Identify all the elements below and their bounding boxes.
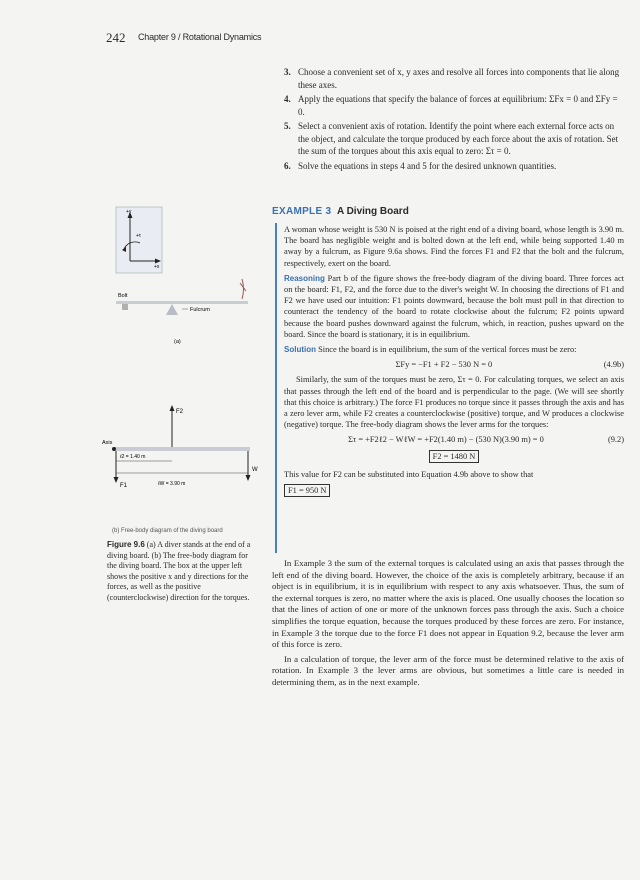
example-reasoning: Reasoning Part b of the figure shows the free-body diagram of the diving board. Three forces act on the board: F1, F2, and the force due to the diver's weight W. In choosing the directions of F1 and F2 we have used our intuition: F1 points downward, because the bolt must pull in that direction to counteract the tendency of the board to rotate clockwise about the fulcrum; F2 points upward because the board pushes downward against the fulcrum, which, in reaction, pushes upward on the board. Since the board is stationary, it is in equilibrium. bbox=[284, 273, 624, 339]
f1-label: F1 bbox=[120, 483, 128, 489]
diving-board-illustration bbox=[116, 279, 248, 345]
x-axis-label: +x bbox=[154, 264, 160, 270]
example-title: A Diving Board bbox=[336, 206, 409, 217]
result-f1: F1 = 950 N bbox=[284, 484, 330, 497]
figure-9-6 bbox=[100, 205, 264, 535]
example-solution: Solution Since the board is in equilibrium, the sum of the vertical forces must be zero: bbox=[284, 345, 577, 355]
part-a-label: (a) bbox=[174, 339, 181, 345]
steps-list bbox=[284, 66, 624, 174]
example-side-rule bbox=[275, 223, 277, 553]
axis-label: Axis bbox=[102, 440, 113, 446]
step-6: 6. Solve the equations in steps 4 and 5 for the desired unknown quantities. bbox=[284, 160, 557, 171]
f2-label: F2 bbox=[176, 409, 184, 415]
step-4: 4. Apply the equations that specify the balance of forces at equilibrium: ΣFx = 0 and ΣFy = 0. bbox=[284, 94, 618, 117]
fulcrum-label: Fulcrum bbox=[190, 307, 210, 313]
diver-icon bbox=[240, 279, 246, 299]
f2-arrow bbox=[170, 405, 175, 411]
paragraph-1: In Example 3 the sum of the external torques is calculated using an axis that passes through the left end of the diving board. However, the choice of the axis is completely arbitrary, because if an object is in equilibrium, it is in equilibrium with respect to any axis whatsoever. Thus, the sum of the external torques is zero, no matter where the axis is placed. One usually chooses the location so that the lines of action of one or more of the unknown forces pass through the axis. Such a choice simplifies the torque equation, because the torques produced by these forces are zero. For instance, in Example 3 the torque due to the force F1 does not appear in Equation 9.2, because the lever arm of this force is zero. bbox=[272, 558, 624, 650]
f1-arrow bbox=[114, 477, 119, 483]
w-label: W bbox=[252, 467, 258, 473]
part-b-caption: (b) Free-body diagram of the diving board bbox=[112, 528, 223, 534]
l2-label: ℓ2 = 1.40 m bbox=[120, 454, 146, 460]
solution-heading: Solution bbox=[284, 345, 316, 355]
axes-box bbox=[116, 207, 162, 273]
solution-paragraph-2: Similarly, the sum of the torques must be zero, Στ = 0. For calculating torques, we select an axis that passes through the left end of the board and is perpendicular to the page. (We will see shortly that this choice is arbitrary.) The force F1 produces no torque since it passes through the axis and has a zero lever arm, while F2 creates a counterclockwise (positive) torque, and W produces a clockwise (negative) torque. The free-body diagram shows the lever arms for the torques: bbox=[284, 375, 624, 430]
chapter-title: Chapter 9 / Rotational Dynamics bbox=[138, 32, 262, 42]
figure-caption-title: Figure 9.6 bbox=[107, 540, 145, 549]
w-arrow bbox=[246, 475, 251, 481]
example-body bbox=[284, 224, 624, 497]
free-body-diagram bbox=[102, 405, 258, 489]
paragraph-2: In a calculation of torque, the lever arm of the force must be determined relative to the axis of rotation. In Example 3 the lever arms are obvious, but sometimes a little care is needed in determining them, as in the next example. bbox=[272, 653, 624, 687]
result-f2: F2 = 1480 N bbox=[429, 450, 480, 463]
step-3: 3. Choose a convenient set of x, y axes and resolve all forces into components that lie along these axes. bbox=[284, 67, 620, 90]
bolt-label: Bolt bbox=[118, 293, 128, 299]
equation-4-9b: ΣFy = −F1 + F2 − 530 N = 0 (4.9b) bbox=[395, 360, 624, 370]
y-axis-label: +y bbox=[126, 209, 132, 215]
example-intro: A woman whose weight is 530 N is poised at the right end of a diving board, whose length is 3.90 m. The board has negligible weight and is bolted down at the left end, while being supported 1.40 m away by a fulcrum, as Figure 9.6a shows. Find the forces F1 and F2 that the bolt and the fulcrum, respectively, exert on the board. bbox=[284, 225, 624, 268]
page-number: 242 bbox=[106, 30, 126, 45]
figure-caption-text: (a) A diver stands at the end of a diving board. (b) The free-body diagram for the diving board. The box at the upper left shows the positive x and y directions for the forces, as well as the positive (counterclockwise) direction for the torques. bbox=[107, 540, 251, 602]
example-heading bbox=[272, 206, 409, 217]
step-5: 5. Select a convenient axis of rotation. Identify the point where each external force acts on the object, and calculate the torque produced by each force about the axis of rotation. Set the sum of the torques about this axis equal to zero: Στ = 0. bbox=[284, 121, 619, 156]
reasoning-heading: Reasoning bbox=[284, 273, 325, 283]
lw-label: ℓW = 3.90 m bbox=[158, 481, 186, 487]
example-label: EXAMPLE 3 bbox=[272, 206, 332, 217]
axis-point bbox=[112, 447, 116, 451]
bolt-icon bbox=[122, 304, 128, 310]
fulcrum-icon bbox=[166, 304, 178, 315]
torque-direction-label: +τ bbox=[136, 233, 141, 239]
body-text bbox=[272, 558, 624, 692]
figure-caption bbox=[107, 540, 257, 604]
solution-paragraph-3: This value for F2 can be substituted into Equation 4.9b above to show that bbox=[284, 469, 534, 479]
equation-9-2: Στ = +F2ℓ2 − WℓW = +F2(1.40 m) − (530 N)(3.90 m) = 0 (9.2) bbox=[348, 435, 624, 445]
